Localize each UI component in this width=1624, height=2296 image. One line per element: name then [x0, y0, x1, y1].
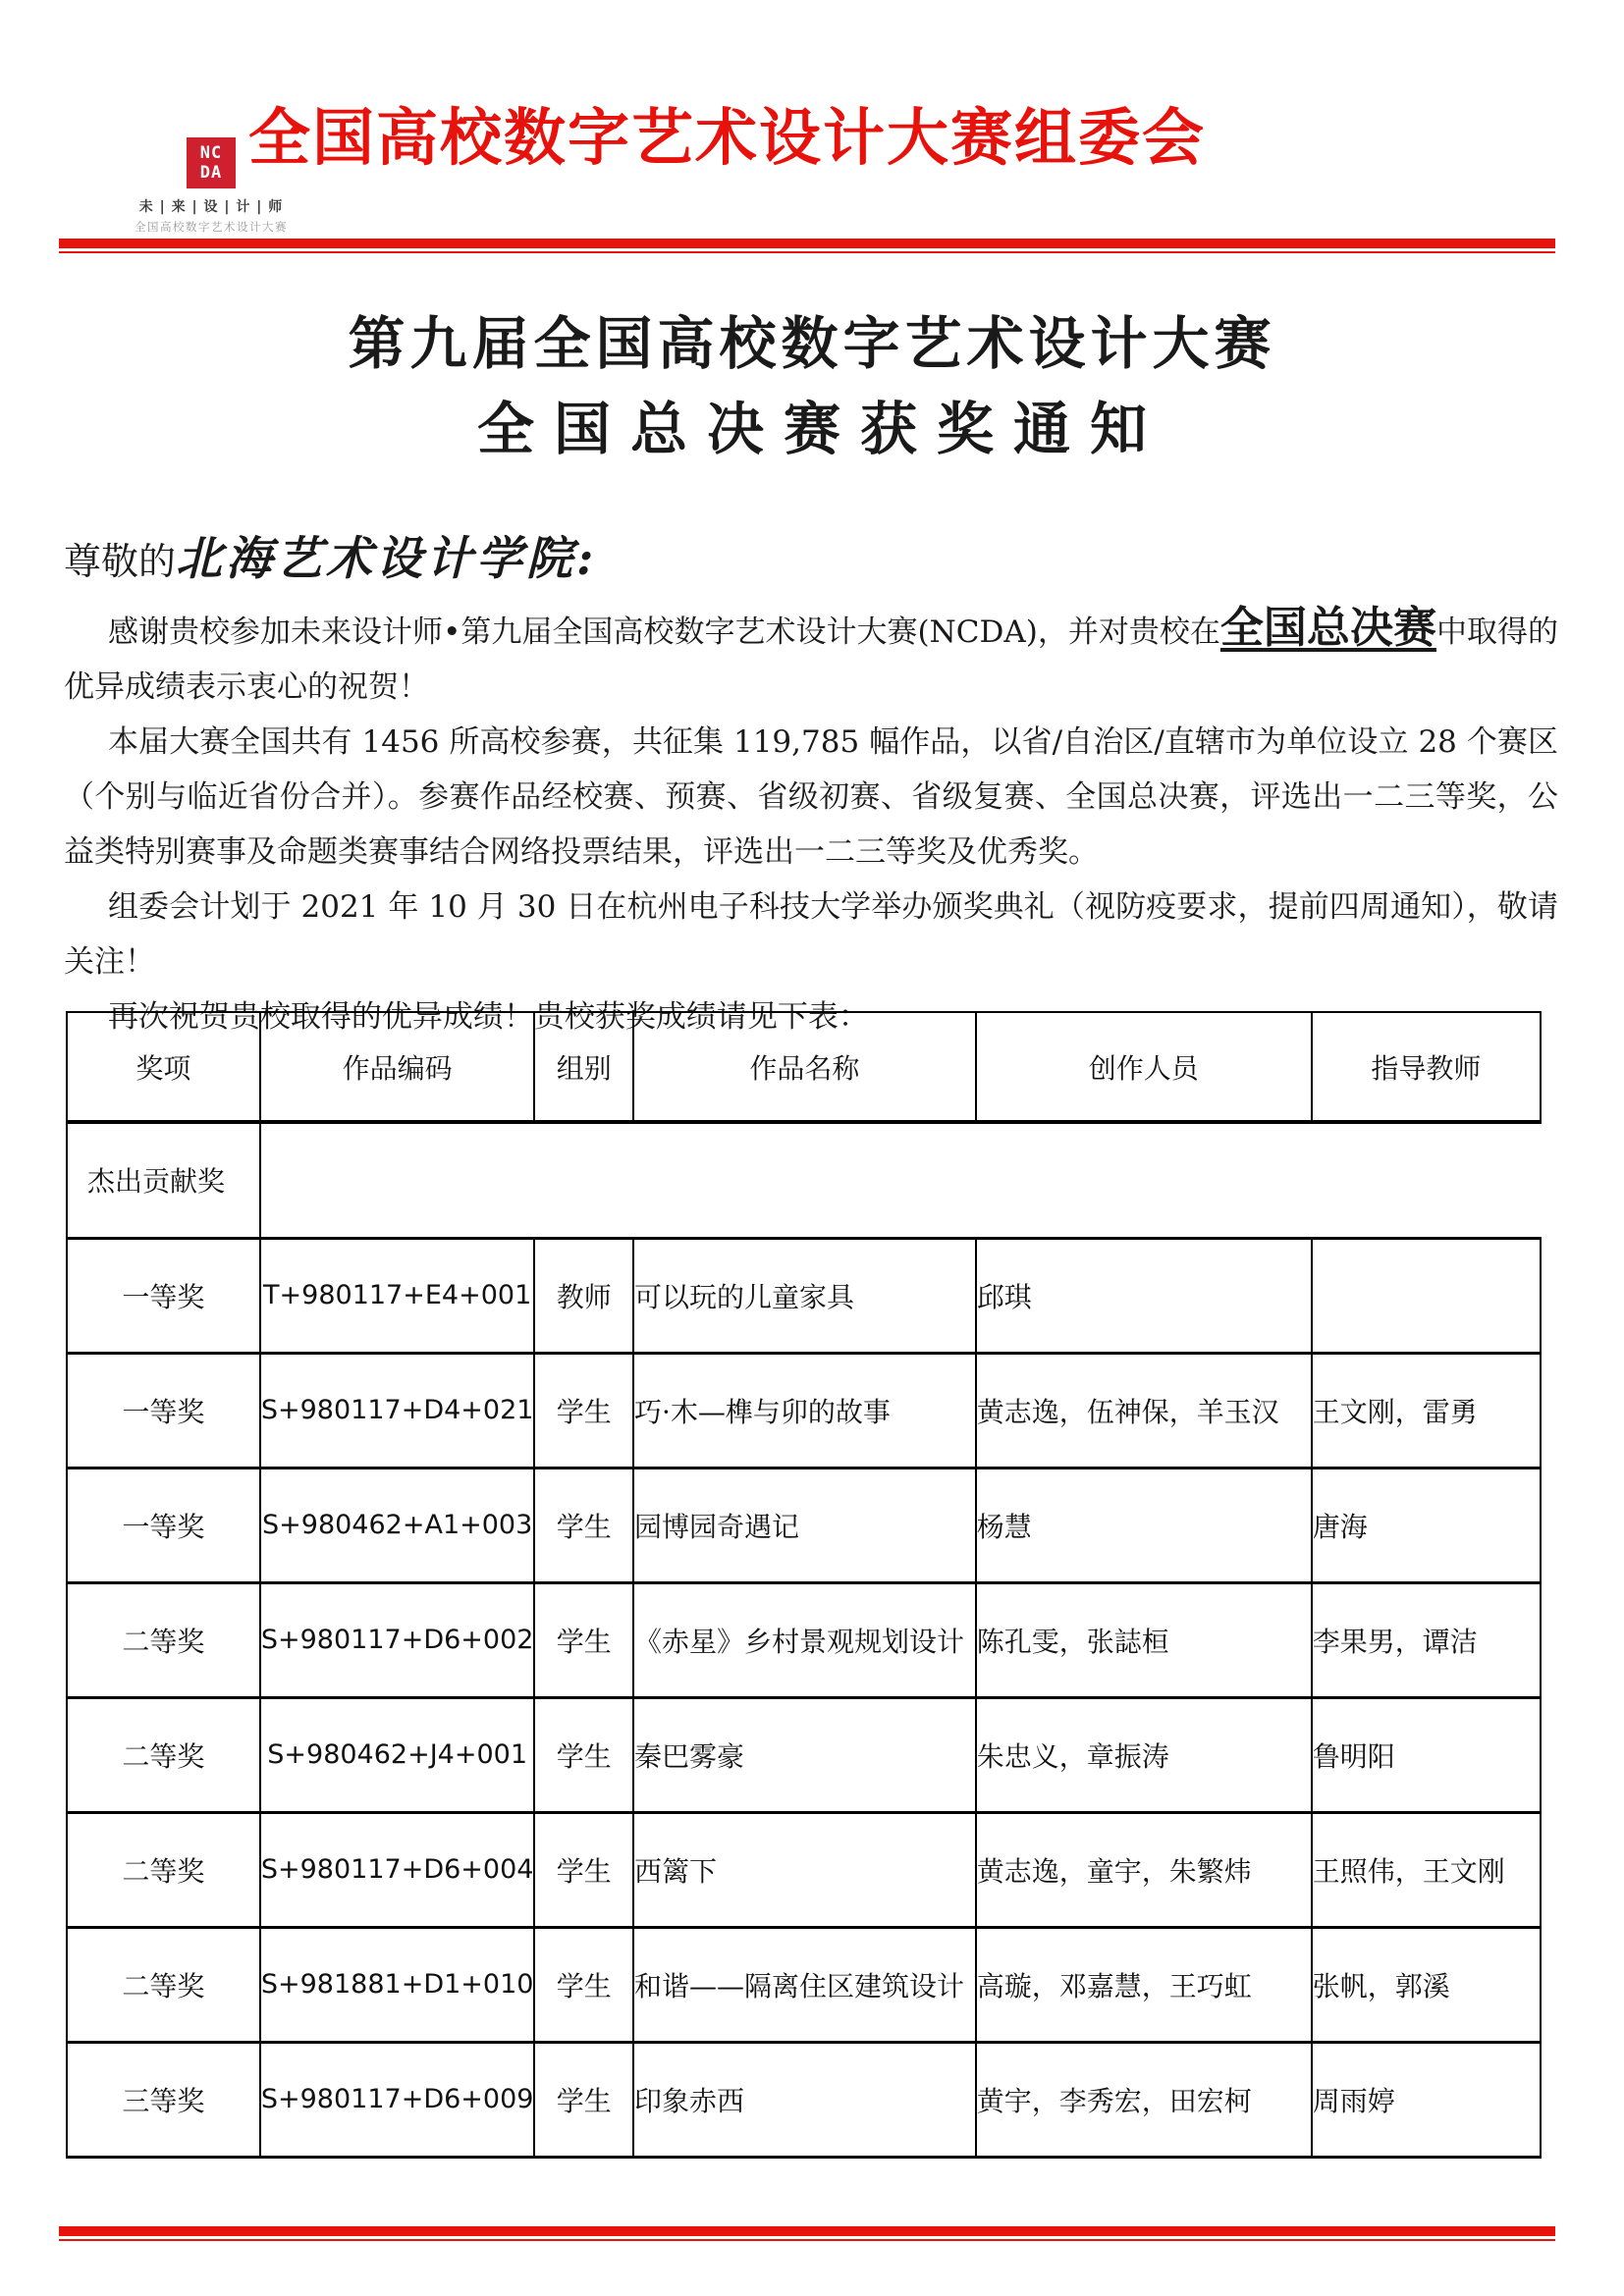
cell-code: S+981881+D1+010: [260, 1927, 535, 2042]
document-title-line2: 全国总决赛获奖通知: [476, 396, 1166, 462]
cell-award: 三等奖: [67, 2042, 260, 2157]
cell-code: S+980117+D6+002: [260, 1582, 535, 1697]
cell-group: 学生: [534, 1927, 632, 2042]
salutation: [64, 530, 1558, 591]
header-divider-thick-line: [59, 239, 1555, 248]
table-row: [67, 2042, 1541, 2157]
cell-award: 二等奖: [67, 1697, 260, 1812]
cell-code: S+980462+A1+003: [260, 1468, 535, 1582]
cell-advisors: 周雨婷: [1312, 2042, 1541, 2157]
table-row: [67, 1812, 1541, 1927]
cell-advisors: 鲁明阳: [1312, 1697, 1541, 1812]
cell-group: 教师: [534, 1238, 632, 1353]
cell-award: 一等奖: [67, 1353, 260, 1468]
cell-group: 学生: [534, 1812, 632, 1927]
column-header-advisors: 指导教师: [1312, 1012, 1541, 1122]
document-title-line1: 第九届全国高校数字艺术设计大赛: [348, 310, 1276, 377]
cell-advisors: 唐海: [1312, 1468, 1541, 1582]
cell-group: 学生: [534, 1697, 632, 1812]
cell-work-title: 印象赤西: [633, 2042, 976, 2157]
cell-work-title: 可以玩的儿童家具: [633, 1238, 976, 1353]
cell-creators: 高璇，邓嘉慧，王巧虹: [976, 1927, 1312, 2042]
paragraph-congrats-table-intro: 再次祝贺贵校取得的优异成绩！贵校获奖成绩请见下表：: [107, 999, 869, 1035]
cell-code: T+980117+E4+001: [260, 1238, 535, 1353]
cell-group: 学生: [534, 2042, 632, 2157]
cell-code: S+980117+D6+004: [260, 1812, 535, 1927]
cell-code: S+980117+D6+009: [260, 2042, 535, 2157]
cell-work-title: 巧·木—榫与卯的故事: [633, 1353, 976, 1468]
cell-creators: 黄志逸，伍神保，羊玉汉: [976, 1353, 1312, 1468]
paragraph-thanks-text-before: 感谢贵校参加未来设计师•第九届全国高校数字艺术设计大赛(NCDA)，并对贵校在: [107, 614, 1220, 650]
letter-body: [64, 530, 1558, 1044]
section-row-empty-cell: [260, 1122, 1541, 1238]
cell-group: 学生: [534, 1582, 632, 1697]
header-divider-thin-line: [59, 251, 1555, 253]
cell-code: S+980117+D4+021: [260, 1353, 535, 1468]
cell-work-title: 西篱下: [633, 1812, 976, 1927]
cell-award: 二等奖: [67, 1812, 260, 1927]
table-row: [67, 1697, 1541, 1812]
cell-work-title: 园博园奇遇记: [633, 1468, 976, 1582]
cell-advisors: 王照伟，王文刚: [1312, 1812, 1541, 1927]
section-label-outstanding-contribution: 杰出贡献奖: [67, 1122, 260, 1238]
logo-tagline: 未 | 来 | 设 | 计 | 师: [138, 199, 284, 215]
column-header-code: 作品编码: [260, 1012, 535, 1122]
footer-divider: [59, 2226, 1555, 2241]
logo-monogram-bottom: DA: [199, 163, 223, 183]
cell-work-title: 和谐——隔离住区建筑设计: [633, 1927, 976, 2042]
table-row: [67, 1468, 1541, 1582]
cell-creators: 陈孔雯，张誌桓: [976, 1582, 1312, 1697]
logo-monogram-top: NC: [199, 143, 223, 163]
cell-creators: 杨慧: [976, 1468, 1312, 1582]
awards-table-header-row: [67, 1012, 1541, 1122]
cell-work-title: 秦巴雾豪: [633, 1697, 976, 1812]
cell-award: 一等奖: [67, 1238, 260, 1353]
cell-award: 二等奖: [67, 1927, 260, 2042]
cell-creators: 黄宇，李秀宏，田宏柯: [976, 2042, 1312, 2157]
awards-table: [66, 1011, 1542, 2159]
cell-work-title: 《赤星》乡村景观规划设计: [633, 1582, 976, 1697]
cell-advisors: 李果男，谭洁: [1312, 1582, 1541, 1697]
column-header-creators: 创作人员: [976, 1012, 1312, 1122]
cell-group: 学生: [534, 1353, 632, 1468]
footer-divider-thick-line: [59, 2226, 1555, 2236]
logo-subtitle: 全国高校数字艺术设计大赛: [135, 220, 288, 234]
salutation-prefix: 尊敬的: [64, 540, 177, 583]
column-header-award: 奖项: [67, 1012, 260, 1122]
cell-advisors: 张帆，郭溪: [1312, 1927, 1541, 2042]
paragraph-thanks: [64, 601, 1558, 715]
cell-group: 学生: [534, 1468, 632, 1582]
table-section-row: [67, 1122, 1541, 1238]
cell-creators: 邱琪: [976, 1238, 1312, 1353]
footer-divider-thin-line: [59, 2239, 1555, 2241]
cell-creators: 黄志逸，童宇，朱繁炜: [976, 1812, 1312, 1927]
paragraph-competition-stats: 本届大赛全国共有 1456 所高校参赛，共征集 119,785 幅作品，以省/自治区/直辖市为单位设立 28 个赛区（个别与临近省份合并）。参赛作品经校赛、预赛、省级初赛、省级复赛、全国总决赛，评选出一二三等奖，公益类特别赛事及命题类赛事结合网络投票结果，评选出一二三等奖及优秀奖。: [64, 724, 1558, 870]
column-header-group: 组别: [534, 1012, 632, 1122]
cell-advisors: 王文刚，雷勇: [1312, 1353, 1541, 1468]
ncda-logo-icon: [187, 137, 236, 188]
column-header-work-title: 作品名称: [633, 1012, 976, 1122]
cell-award: 二等奖: [67, 1582, 260, 1697]
table-row: [67, 1238, 1541, 1353]
salutation-colon: :: [576, 532, 598, 586]
header-divider: [59, 239, 1555, 253]
cell-advisors: [1312, 1238, 1541, 1353]
organization-title: 全国高校数字艺术设计大赛组委会: [248, 101, 1206, 174]
table-row: [67, 1582, 1541, 1697]
cell-award: 一等奖: [67, 1468, 260, 1582]
grand-final-highlight: 全国总决赛: [1219, 603, 1436, 653]
salutation-school-name: 北海艺术设计学院: [176, 532, 577, 586]
cell-creators: 朱忠义，章振涛: [976, 1697, 1312, 1812]
paragraph-ceremony-plan: 组委会计划于 2021 年 10 月 30 日在杭州电子科技大学举办颁奖典礼（视防疫要求，提前四周通知），敬请关注！: [64, 889, 1558, 980]
table-row: [67, 1927, 1541, 2042]
paragraph-thanks-text-after: 中取得的优异成绩表示衷心的祝贺！: [64, 614, 1559, 705]
table-row: [67, 1353, 1541, 1468]
cell-code: S+980462+J4+001: [260, 1697, 535, 1812]
